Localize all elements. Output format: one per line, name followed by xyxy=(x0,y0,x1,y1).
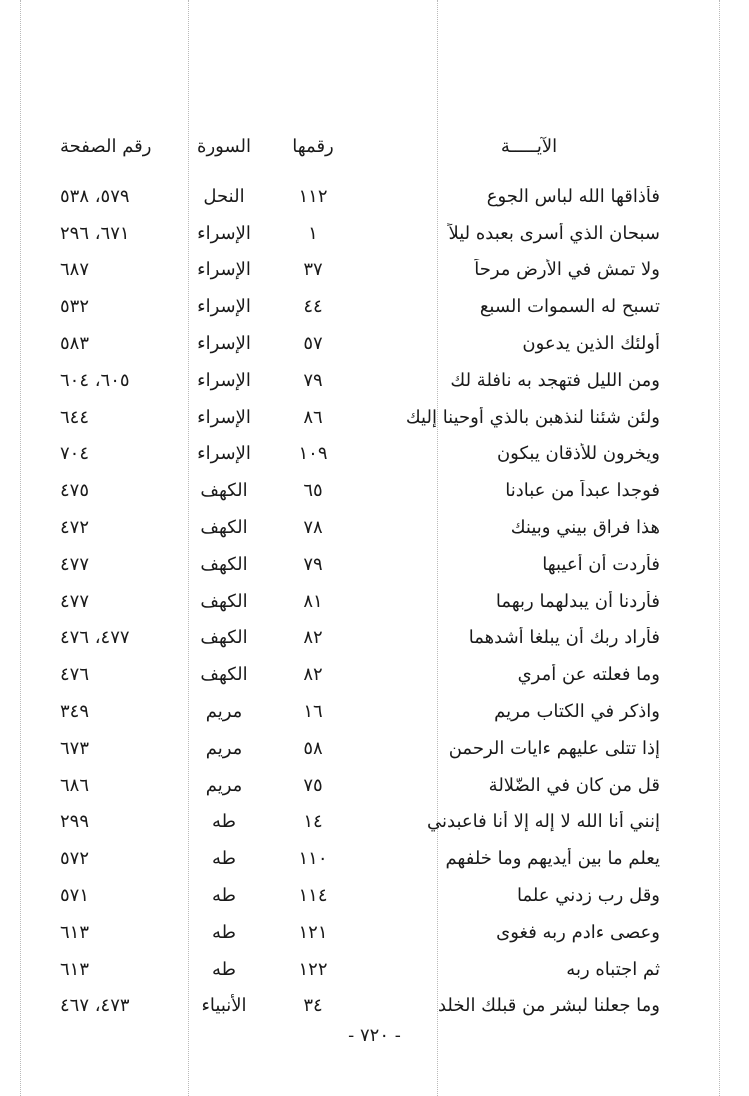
verse-cell: يعلم ما بين أيديهم وما خلفهم xyxy=(445,848,660,870)
page-cell: ٤٧٥ xyxy=(60,480,90,502)
verse-number-cell: ٣٤ xyxy=(303,995,323,1017)
surah-cell: الإسراء xyxy=(197,259,251,281)
surah-cell: الكهف xyxy=(200,553,248,575)
verse-number-cell: ١٢١ xyxy=(298,921,328,943)
surah-cell: مريم xyxy=(205,701,243,723)
surah-cell: الكهف xyxy=(200,517,248,539)
page-cell: ٢٩٩ xyxy=(60,811,90,833)
verse-number-cell: ٥٧ xyxy=(303,333,323,355)
verse-number-cell: ١٤ xyxy=(303,811,323,833)
table-row xyxy=(60,804,660,841)
header-page: رقم الصفحة xyxy=(60,135,152,157)
table-row xyxy=(60,951,660,988)
page-cell: ٤٧٣، ٤٦٧ xyxy=(60,995,130,1017)
verse-cell: ومن الليل فتهجد به نافلة لك xyxy=(450,369,660,391)
verse-cell: فوجدا عبداً من عبادنا xyxy=(505,480,660,502)
scan-guide-line xyxy=(719,0,720,1096)
table-row xyxy=(60,436,660,473)
table-row xyxy=(60,767,660,804)
verse-number-cell: ٨٢ xyxy=(303,664,323,686)
verse-cell: وقل رب زدني علما xyxy=(516,885,660,907)
verse-number-cell: ٣٧ xyxy=(303,259,323,281)
surah-cell: الكهف xyxy=(200,480,248,502)
verse-cell: وما فعلته عن أمري xyxy=(517,664,660,686)
verse-number-cell: ١١٢ xyxy=(298,185,328,207)
verse-cell: واذكر في الكتاب مريم xyxy=(494,701,660,723)
verse-number-cell: ٨٦ xyxy=(303,406,323,428)
verse-cell: إذا تتلى عليهم ءايات الرحمن xyxy=(448,737,660,759)
table-row xyxy=(60,509,660,546)
surah-cell: النحل xyxy=(203,185,245,207)
table-row xyxy=(60,620,660,657)
page-cell: ٦٧٣ xyxy=(60,737,90,759)
surah-cell: طه xyxy=(212,848,236,870)
table-row xyxy=(60,325,660,362)
verse-cell: ويخرون للأذقان يبكون xyxy=(496,443,660,465)
verse-number-cell: ١٢٢ xyxy=(298,958,328,980)
surah-cell: الإسراء xyxy=(197,333,251,355)
table-row xyxy=(60,988,660,1025)
table-row xyxy=(60,914,660,951)
surah-cell: مريم xyxy=(205,774,243,796)
verse-cell: أولئك الذين يدعون xyxy=(522,333,660,355)
verse-cell: فأراد ربك أن يبلغا أشدهما xyxy=(468,627,660,649)
table-row xyxy=(60,362,660,399)
verse-number-cell: ١١٠ xyxy=(298,848,328,870)
table-row xyxy=(60,178,660,215)
surah-cell: طه xyxy=(212,958,236,980)
table-row xyxy=(60,472,660,509)
verse-cell: هذا فراق بيني وبينك xyxy=(510,517,660,539)
verse-number-cell: ٥٨ xyxy=(303,737,323,759)
page-cell: ٦٠٥، ٦٠٤ xyxy=(60,369,130,391)
verse-number-cell: ٨١ xyxy=(303,590,323,612)
page-cell: ٧٠٤ xyxy=(60,443,90,465)
table-row xyxy=(60,288,660,325)
verse-number-cell: ١٦ xyxy=(303,701,323,723)
page-cell: ٦٨٧ xyxy=(60,259,90,281)
header-surah: السورة xyxy=(197,135,251,157)
table-row xyxy=(60,546,660,583)
surah-cell: الإسراء xyxy=(197,443,251,465)
page-cell: ٤٧٦ xyxy=(60,664,90,686)
page-cell: ٥٣٢ xyxy=(60,296,90,318)
verse-number-cell: ٦٥ xyxy=(303,480,323,502)
surah-cell: مريم xyxy=(205,737,243,759)
verse-cell: ثم اجتباه ربه xyxy=(566,958,660,980)
surah-cell: طه xyxy=(212,811,236,833)
table-header xyxy=(60,124,660,168)
page-cell: ٤٧٢ xyxy=(60,517,90,539)
page-cell: ٤٧٧ xyxy=(60,590,90,612)
page-cell: ٥٧٩، ٥٣٨ xyxy=(60,185,130,207)
verse-number-cell: ٧٥ xyxy=(303,774,323,796)
header-number: رقمها xyxy=(292,135,334,157)
table-row xyxy=(60,840,660,877)
verse-cell: قل من كان في الضّلالة xyxy=(488,774,660,796)
surah-cell: الأنبياء xyxy=(201,995,247,1017)
page-cell: ٦١٣ xyxy=(60,958,90,980)
verse-index-table xyxy=(60,124,660,1024)
page-cell: ٦٨٦ xyxy=(60,774,90,796)
verse-number-cell: ١ xyxy=(308,222,318,244)
verse-number-cell: ٤٤ xyxy=(303,296,323,318)
verse-cell: فأذاقها الله لباس الجوع xyxy=(486,185,660,207)
page-cell: ٥٧٢ xyxy=(60,848,90,870)
table-row xyxy=(60,583,660,620)
surah-cell: طه xyxy=(212,921,236,943)
page-cell: ٥٧١ xyxy=(60,885,90,907)
page-cell: ٤٧٧ xyxy=(60,553,90,575)
surah-cell: الكهف xyxy=(200,664,248,686)
page-cell: ٣٤٩ xyxy=(60,701,90,723)
table-row xyxy=(60,656,660,693)
verse-number-cell: ١١٤ xyxy=(298,885,328,907)
surah-cell: الكهف xyxy=(200,627,248,649)
surah-cell: الكهف xyxy=(200,590,248,612)
verse-cell: سبحان الذي أسرى بعبده ليلاً xyxy=(448,222,660,244)
page-cell: ٥٨٣ xyxy=(60,333,90,355)
verse-number-cell: ١٠٩ xyxy=(298,443,328,465)
verse-number-cell: ٨٢ xyxy=(303,627,323,649)
verse-number-cell: ٧٩ xyxy=(303,369,323,391)
verse-cell: وعصى ءادم ربه فغوى xyxy=(496,921,660,943)
verse-number-cell: ٧٨ xyxy=(303,517,323,539)
table-row xyxy=(60,252,660,289)
verse-cell: إنني أنا الله لا إله إلا أنا فاعبدني xyxy=(427,811,660,833)
page-cell: ٦١٣ xyxy=(60,921,90,943)
verse-cell: وما جعلنا لبشر من قبلك الخلد xyxy=(437,995,660,1017)
table-body xyxy=(60,178,660,1024)
surah-cell: الإسراء xyxy=(197,296,251,318)
page-cell: ٦٧١، ٢٩٦ xyxy=(60,222,130,244)
verse-cell: فأردت أن أعيبها xyxy=(542,553,660,575)
scan-guide-line xyxy=(20,0,21,1096)
page-number: - ٧٢٠ - xyxy=(348,1025,401,1046)
verse-cell: ولئن شئنا لنذهبن بالذي أوحينا إليك xyxy=(405,406,660,428)
table-row xyxy=(60,399,660,436)
table-row xyxy=(60,730,660,767)
verse-cell: ولا تمش في الأرض مرحاً xyxy=(474,259,660,281)
verse-cell: فأردنا أن يبدلهما ربهما xyxy=(495,590,660,612)
verse-cell: تسبح له السموات السبع xyxy=(479,296,660,318)
surah-cell: الإسراء xyxy=(197,369,251,391)
surah-cell: طه xyxy=(212,885,236,907)
verse-number-cell: ٧٩ xyxy=(303,553,323,575)
table-row xyxy=(60,215,660,252)
header-verse: الآيـــــة xyxy=(500,135,558,157)
page-cell: ٦٤٤ xyxy=(60,406,90,428)
table-row xyxy=(60,693,660,730)
page-cell: ٤٧٧، ٤٧٦ xyxy=(60,627,130,649)
surah-cell: الإسراء xyxy=(197,406,251,428)
surah-cell: الإسراء xyxy=(197,222,251,244)
table-row xyxy=(60,877,660,914)
